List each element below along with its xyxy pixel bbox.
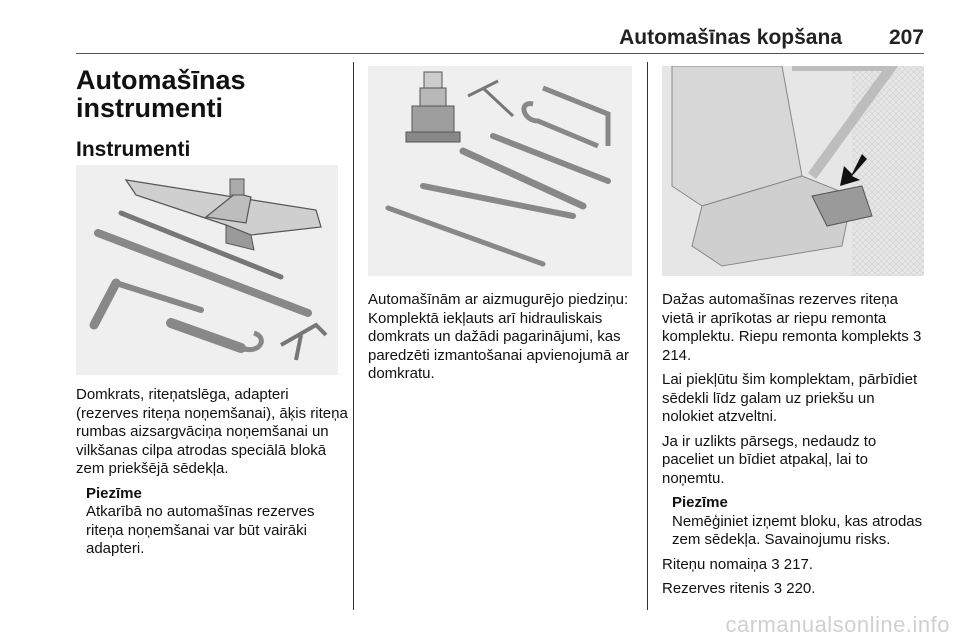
watermark: carmanualsonline.info xyxy=(725,612,950,637)
col1-text xyxy=(76,386,348,559)
col3-note-title: Piezīme xyxy=(672,494,728,511)
seat-compartment-illustration xyxy=(662,66,924,276)
header-rule xyxy=(76,53,924,54)
ref-arrow: 3 xyxy=(773,580,783,597)
header-title: Automašīnas kopšana xyxy=(619,26,842,49)
col3-para2: Lai piekļūtu šim komplektam, pārbīdiet sēdekli līdz galam uz priekšu un nolokiet atzveltni. xyxy=(662,371,918,425)
figure-hydraulic-jack xyxy=(368,66,632,276)
ref-arrow: 3 xyxy=(912,328,922,345)
section-heading: Automašīnas instrumenti xyxy=(76,65,246,123)
ref-arrow: 3 xyxy=(771,555,780,573)
figure-seat-compartment xyxy=(662,66,924,276)
col3-text xyxy=(662,291,928,605)
col3-para3: Ja ir uzlikts pārsegs, nedaudz to paceliet un bīdiet atpakaļ, lai to noņemtu. xyxy=(662,432,877,487)
page-number: 207 xyxy=(888,26,924,49)
hydraulic-jack-illustration xyxy=(368,66,632,276)
col1-body: Domkrats, riteņatslēga, adapteri (rezerves riteņa noņemšanai), āķis riteņa rumbas aizsargvāciņa noņemšanai un vilkšanas cilpa atrodas speciālā blokā zem priekšējā sēdekļa. xyxy=(76,386,348,477)
column-1 xyxy=(76,62,344,162)
column-divider-1 xyxy=(353,62,354,610)
link-wheel-change[interactable]: Riteņu nomaiņa 3 217. xyxy=(662,555,813,573)
col1-note xyxy=(76,485,348,559)
col3-para1: Dažas automašīnas rezerves riteņa vietā ir aprīkotas ar riepu remonta komplektu. Riepu remonta komplekts 3 214. xyxy=(662,291,922,364)
col2-body: Automašīnām ar aizmugurējo piedziņu: Komplektā iekļauts arī hidrauliskais domkrats un dažādi pagarinājumi, kas paredzēti izmantošanai apvienojumā ar domkratu. xyxy=(368,291,629,382)
col3-note xyxy=(662,494,928,550)
figure-tools xyxy=(76,165,338,375)
ref-page[interactable]: 214. xyxy=(662,346,692,364)
col2-text xyxy=(368,291,632,390)
col1-note-body: Atkarībā no automašīnas rezerves riteņa noņemšanai var būt vairāki adapteri. xyxy=(86,503,315,557)
subsection-heading: Instrumenti xyxy=(76,138,191,161)
col1-note-title: Piezīme xyxy=(86,484,142,502)
column-divider-2 xyxy=(647,62,648,610)
link-spare-wheel[interactable]: Rezerves ritenis 3 220. xyxy=(662,580,816,597)
page-header xyxy=(76,26,924,56)
col3-note-body: Nemēģiniet izņemt bloku, kas atrodas zem sēdekļa. Savainojumu risks. xyxy=(672,512,923,548)
tools-illustration xyxy=(76,165,338,375)
